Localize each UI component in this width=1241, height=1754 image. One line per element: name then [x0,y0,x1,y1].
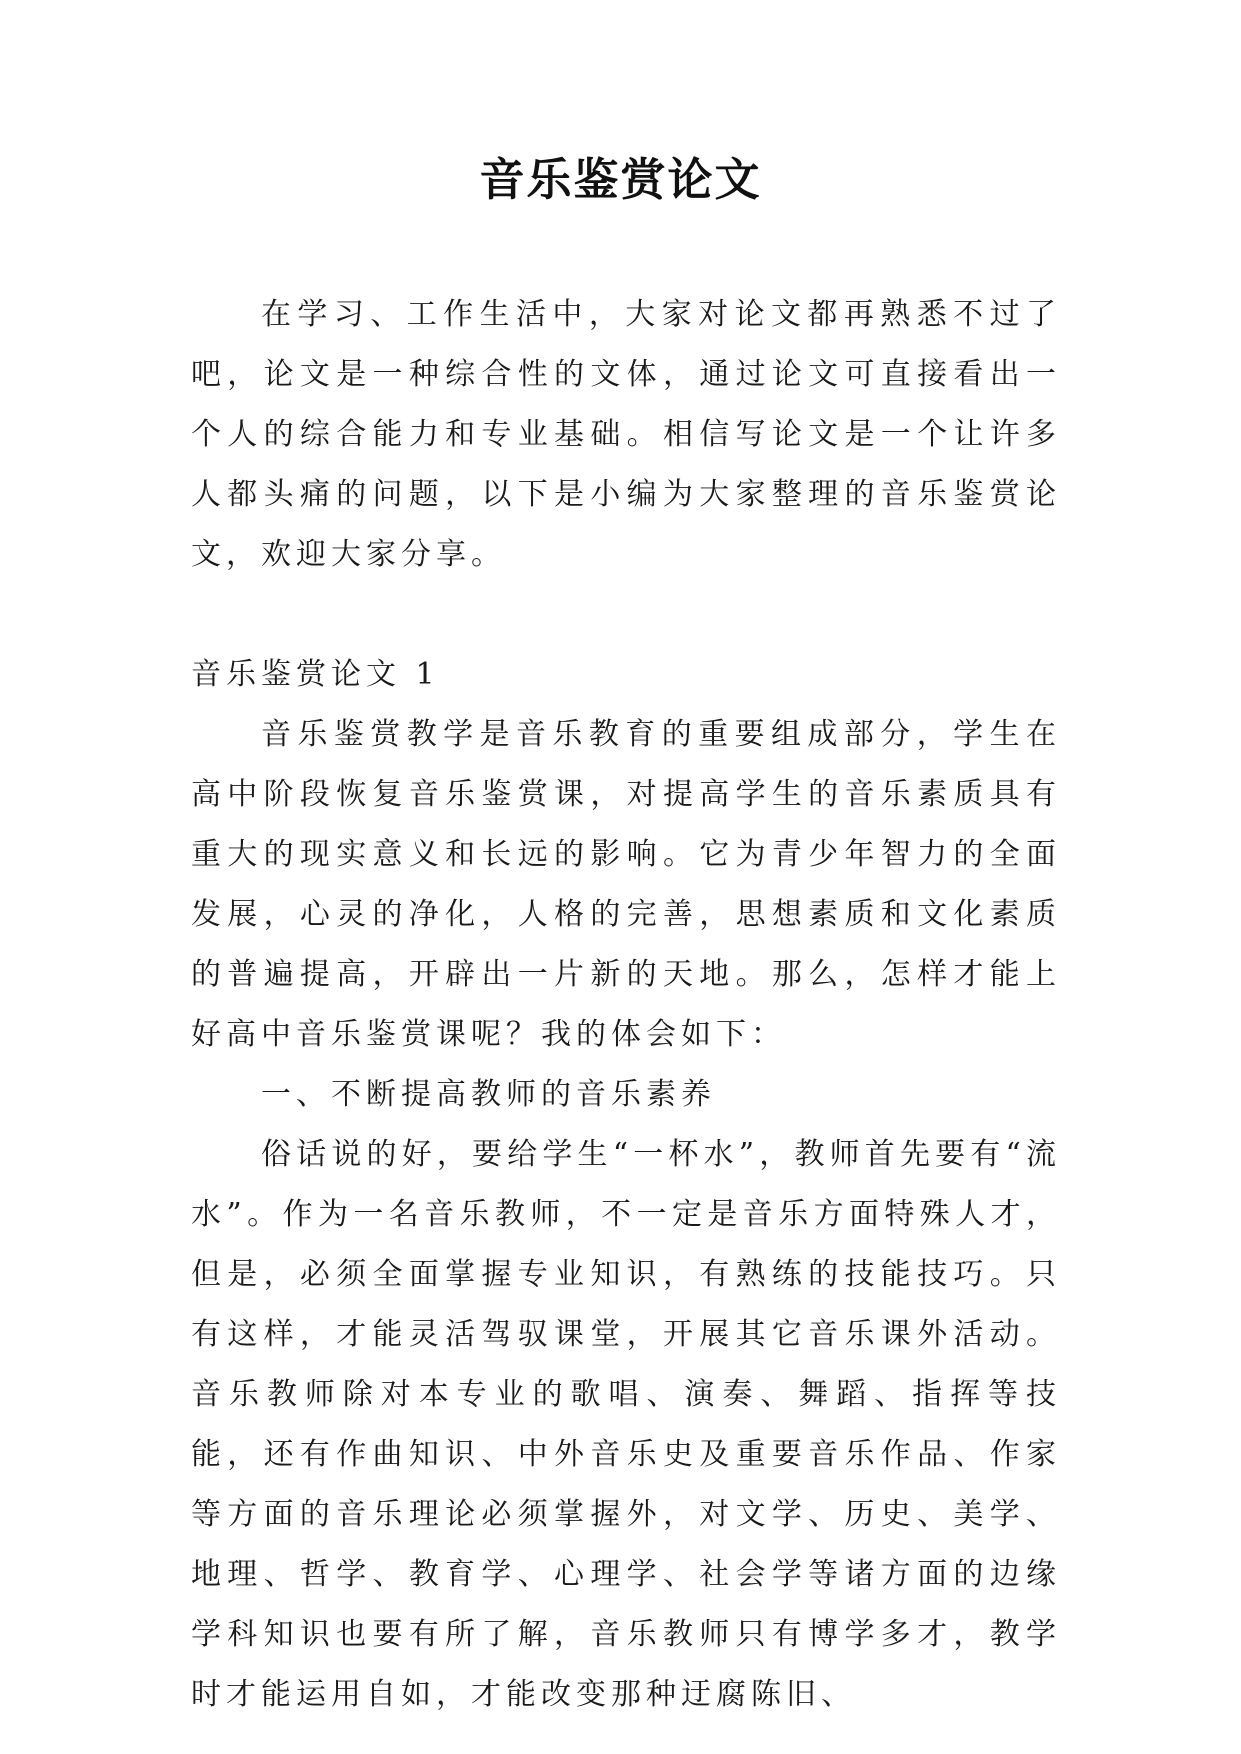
document-body [191,285,1061,1725]
paragraph-gap [191,585,1061,645]
body-paragraph-1: 音乐鉴赏教学是音乐教育的重要组成部分，学生在高中阶段恢复音乐鉴赏课，对提高学生的音乐素质具有重大的现实意义和长远的影响。它为青少年智力的全面发展，心灵的净化，人格的完善，思想素质和文化素质的普遍提高，开辟出一片新的天地。那么，怎样才能上好高中音乐鉴赏课呢？我的体会如下： [191,717,1061,1052]
subheading-1: 一、不断提高教师的音乐素养 [261,1077,716,1112]
body-paragraph-2: 俗话说的好，要给学生“一杯水”，教师首先要有“流水”。作为一名音乐教师，不一定是音乐方面特殊人才，但是，必须全面掌握专业知识，有熟练的技能技巧。只有这样，才能灵活驾驭课堂，开展其它音乐课外活动。音乐教师除对本专业的歌唱、演奏、舞蹈、指挥等技能，还有作曲知识、中外音乐史及重要音乐作品、作家等方面的音乐理论必须掌握外，对文学、历史、美学、地理、哲学、教育学、心理学、社会学等诸方面的边缘学科知识也要有所了解，音乐教师只有博学多才，教学时才能运用自如，才能改变那种迂腐陈旧、 [191,1137,1061,1712]
section-heading: 音乐鉴赏论文 1 [191,657,440,692]
document-title: 音乐鉴赏论文 [479,153,762,206]
intro-paragraph: 在学习、工作生活中，大家对论文都再熟悉不过了吧，论文是一种综合性的文体，通过论文可直接看出一个人的综合能力和专业基础。相信写论文是一个让许多人都头痛的问题，以下是小编为大家整理的音乐鉴赏论文，欢迎大家分享。 [191,297,1061,572]
